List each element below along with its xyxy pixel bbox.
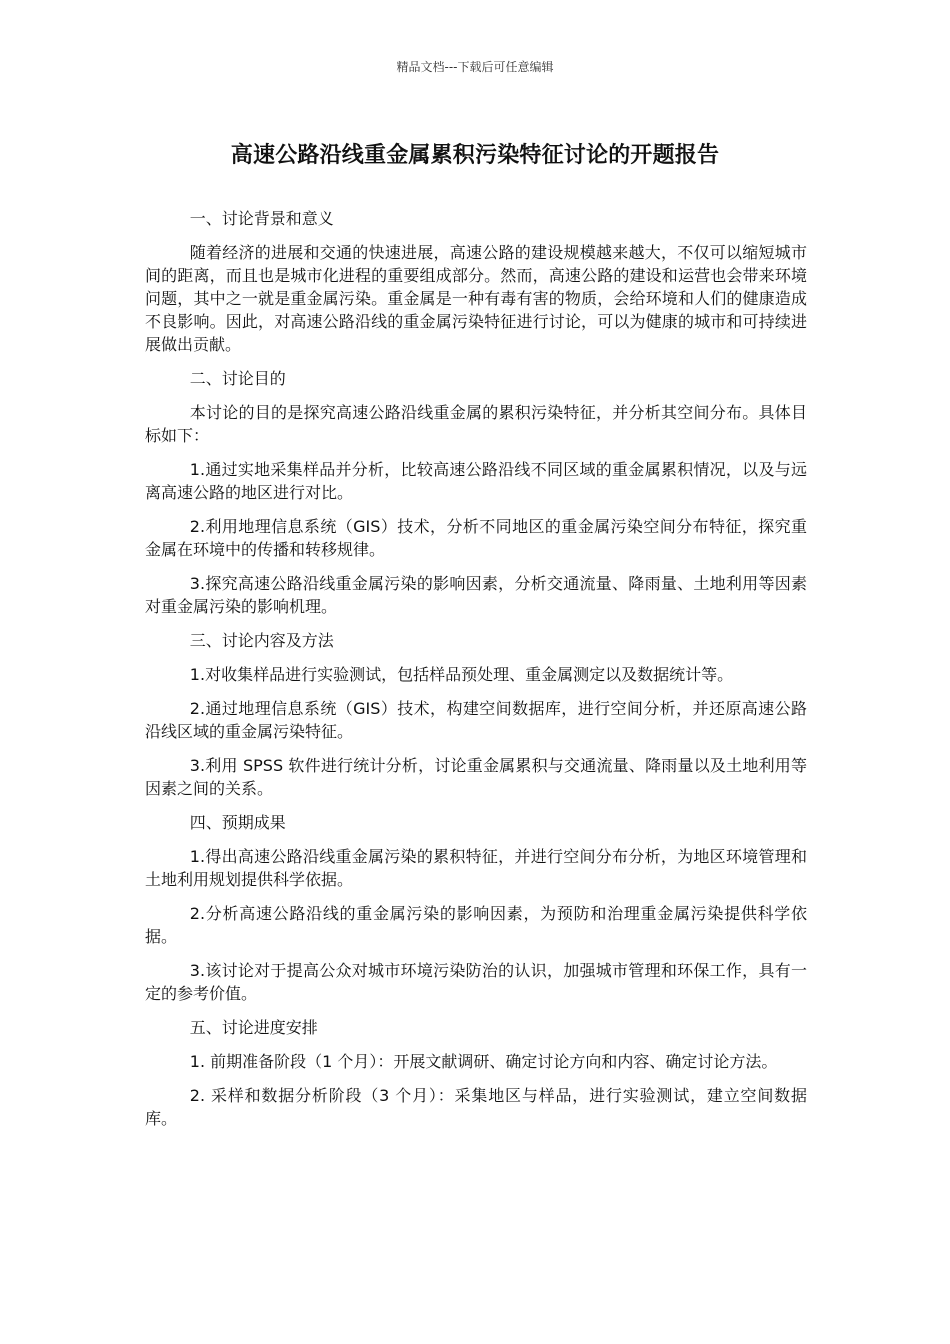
paragraph-outcomes-item-1: 1.得出高速公路沿线重金属污染的累积特征，并进行空间分布分析，为地区环境管理和土地利用规划提供科学依据。 xyxy=(145,847,807,889)
paragraph-methods-item-3: 3.利用 SPSS 软件进行统计分析，讨论重金属累积与交通流量、降雨量以及土地利用等因素之间的关系。 xyxy=(145,756,807,798)
paragraph-methods-item-1: 1.对收集样品进行实验测试，包括样品预处理、重金属测定以及数据统计等。 xyxy=(189,665,734,684)
paragraph-background: 随着经济的进展和交通的快速进展，高速公路的建设规模越来越大，不仅可以缩短城市间的距离，而且也是城市化进程的重要组成部分。然而，高速公路的建设和运营也会带来环境问题，其中之一就是重金属污染。重金属是一种有毒有害的物质，会给环境和人们的健康造成不良影响。因此，对高速公路沿线的重金属污染特征进行讨论，可以为健康的城市和可持续进展做出贡献。 xyxy=(145,243,807,354)
paragraph-methods-item-2: 2.通过地理信息系统（GIS）技术，构建空间数据库，进行空间分析，并还原高速公路沿线区域的重金属污染特征。 xyxy=(145,699,807,741)
section-heading-outcomes: 四、预期成果 xyxy=(189,813,286,832)
section-heading-background: 一、讨论背景和意义 xyxy=(189,209,334,228)
header-note: 精品文档---下载后可任意编辑 xyxy=(396,60,554,74)
paragraph-purpose-intro: 本讨论的目的是探究高速公路沿线重金属的累积污染特征，并分析其空间分布。具体目标如下： xyxy=(145,403,807,445)
paragraph-purpose-item-3: 3.探究高速公路沿线重金属污染的影响因素，分析交通流量、降雨量、土地利用等因素对重金属污染的影响机理。 xyxy=(145,574,807,616)
paragraph-outcomes-item-3: 3.该讨论对于提高公众对城市环境污染防治的认识，加强城市管理和环保工作，具有一定的参考价值。 xyxy=(145,961,807,1003)
section-heading-purpose: 二、讨论目的 xyxy=(189,369,286,388)
paragraph-purpose-item-1: 1.通过实地采集样品并分析，比较高速公路沿线不同区域的重金属累积情况，以及与远离高速公路的地区进行对比。 xyxy=(145,460,807,502)
paragraph-schedule-item-1: 1. 前期准备阶段（1 个月）：开展文献调研、确定讨论方向和内容、确定讨论方法。 xyxy=(189,1052,778,1071)
document-title: 高速公路沿线重金属累积污染特征讨论的开题报告 xyxy=(230,143,720,168)
paragraph-outcomes-item-2: 2.分析高速公路沿线的重金属污染的影响因素，为预防和治理重金属污染提供科学依据。 xyxy=(145,904,807,946)
section-heading-methods: 三、讨论内容及方法 xyxy=(189,631,334,650)
section-heading-schedule: 五、讨论进度安排 xyxy=(189,1018,318,1037)
document-body xyxy=(145,207,807,1141)
paragraph-purpose-item-2: 2.利用地理信息系统（GIS）技术，分析不同地区的重金属污染空间分布特征，探究重金属在环境中的传播和转移规律。 xyxy=(145,517,807,559)
paragraph-schedule-item-2: 2. 采样和数据分析阶段（3 个月）：采集地区与样品，进行实验测试，建立空间数据库。 xyxy=(145,1086,807,1128)
